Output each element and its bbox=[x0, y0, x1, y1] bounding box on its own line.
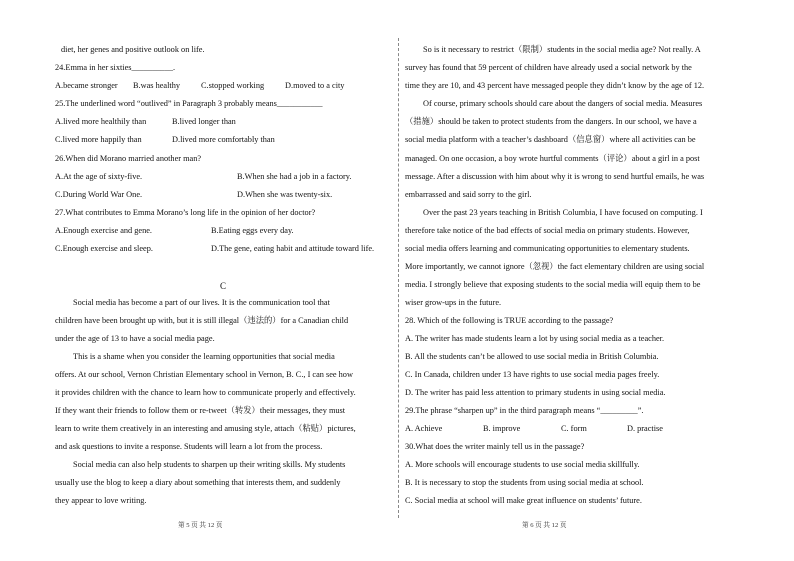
passage-line: message. After a discussion with him about why it is wrong to send hurtful emails, he was bbox=[405, 172, 705, 181]
option-a: A.became stronger bbox=[55, 81, 118, 90]
question-24: 24.Emma in her sixties__________. bbox=[55, 63, 176, 72]
passage-line: survey has found that 59 percent of children have already used a social network by the bbox=[405, 63, 692, 72]
option-b: B. improve bbox=[483, 424, 521, 433]
option-c: C. In Canada, children under 13 have rights to use social media pages freely. bbox=[405, 370, 660, 379]
passage-line: Social media can also help students to sharpen up their writing skills. My students bbox=[73, 460, 346, 469]
passage-line: This is a shame when you consider the learning opportunities that social media bbox=[73, 352, 335, 361]
option-b: B.When she had a job in a factory. bbox=[237, 172, 352, 181]
passage-line: If they want their friends to follow them or re-tweet（转发）their messages, they must bbox=[55, 406, 346, 415]
passage-line: offers. At our school, Vernon Christian Elementary school in Vernon, B. C., I can see how bbox=[55, 370, 353, 379]
option-b: B. All the students can’t be allowed to use social media in British Columbia. bbox=[405, 352, 659, 361]
page-number: 第 6 页 共 12 页 bbox=[522, 522, 567, 529]
option-c: C. form bbox=[561, 424, 587, 433]
passage-line: Social media has become a part of our lives. It is the communication tool that bbox=[73, 298, 330, 307]
option-c: C.During World War One. bbox=[55, 190, 143, 199]
question-28: 28. Which of the following is TRUE according to the passage? bbox=[405, 316, 614, 325]
passage-line: learn to write them creatively in an interesting and amusing style, attach（粘贴）pictures, bbox=[55, 424, 356, 433]
option-a: A.lived more healthily than bbox=[55, 117, 147, 126]
option-d: D.lived more comfortably than bbox=[172, 135, 275, 144]
passage-line: embarrassed and said sorry to the girl. bbox=[405, 190, 532, 199]
page-number: 第 5 页 共 12 页 bbox=[178, 522, 223, 529]
question-30: 30.What does the writer mainly tell us in the passage? bbox=[405, 442, 585, 451]
option-d: D.When she was twenty-six. bbox=[237, 190, 333, 199]
passage-line: usually use the blog to keep a diary about something that interests them, and suddenly bbox=[55, 478, 341, 487]
option-c: C. Social media at school will make great influence on students’ future. bbox=[405, 496, 642, 505]
passage-line: they appear to love writing. bbox=[55, 496, 147, 505]
option-a: A.At the age of sixty-five. bbox=[55, 172, 143, 181]
option-b: B. It is necessary to stop the students from using social media at school. bbox=[405, 478, 644, 487]
passage-line: and ask questions to invite a response. Students will learn a lot from the process. bbox=[55, 442, 323, 451]
option-c: C.Enough exercise and sleep. bbox=[55, 244, 153, 253]
option-b: B.lived longer than bbox=[172, 117, 236, 126]
passage-line: under the age of 13 to have a social media page. bbox=[55, 334, 215, 343]
question-26: 26.When did Morano married another man? bbox=[55, 154, 202, 163]
option-d: D. practise bbox=[627, 424, 663, 433]
option-d: D. The writer has paid less attention to primary students in using social media. bbox=[405, 388, 666, 397]
option-a: A. The writer has made students learn a lot by using social media as a teacher. bbox=[405, 334, 665, 343]
passage-line: Of course, primary schools should care about the dangers of social media. Measures bbox=[423, 99, 703, 108]
option-b: B.Eating eggs every day. bbox=[211, 226, 294, 235]
section-heading: C bbox=[220, 281, 227, 291]
option-a: A.Enough exercise and gene. bbox=[55, 226, 152, 235]
passage-line: children have been brought up with, but it is still illegal（违法的）for a Canadian child bbox=[55, 316, 349, 325]
text-line: diet, her genes and positive outlook on life. bbox=[61, 45, 205, 54]
passage-line: it provides children with the chance to learn how to communicate properly and effectively. bbox=[55, 388, 356, 397]
column-divider bbox=[398, 38, 399, 518]
option-a: A. More schools will encourage students to use social media skillfully. bbox=[405, 460, 640, 469]
question-25: 25.The underlined word “outlived” in Paragraph 3 probably means___________ bbox=[55, 99, 323, 108]
passage-line: media. I strongly believe that exposing students to the social media will equip them to be bbox=[405, 280, 701, 289]
option-c: C.lived more happily than bbox=[55, 135, 142, 144]
passage-line: wiser grow-ups in the future. bbox=[405, 298, 502, 307]
question-27: 27.What contributes to Emma Morano’s long life in the opinion of her doctor? bbox=[55, 208, 316, 217]
option-a: A. Achieve bbox=[405, 424, 443, 433]
passage-line: therefore take notice of the bad effects of social media on primary students. However, bbox=[405, 226, 690, 235]
passage-line: （措施）should be taken to protect students from the dangers. In our school, we have a bbox=[405, 117, 697, 126]
question-29: 29.The phrase “sharpen up” in the third paragraph means “_________”. bbox=[405, 406, 644, 415]
passage-line: Over the past 23 years teaching in British Columbia, I have focused on computing. I bbox=[423, 208, 703, 217]
passage-line: So is it necessary to restrict（限制）students in the social media age? Not really. A bbox=[423, 45, 701, 54]
passage-line: social media offers learning and communicating opportunities to elementary students. bbox=[405, 244, 690, 253]
passage-line: More importantly, we cannot ignore（忽视）the fact elementary children are using social bbox=[405, 262, 705, 271]
option-b: B.was healthy bbox=[133, 81, 181, 90]
passage-line: time they are 10, and 43 percent have messaged people they didn’t know by the age of 12. bbox=[405, 81, 705, 90]
option-c: C.stopped working bbox=[201, 81, 265, 90]
option-d: D.The gene, eating habit and attitude toward life. bbox=[211, 244, 375, 253]
option-d: D.moved to a city bbox=[285, 81, 345, 90]
passage-line: social media platform with a teacher’s dashboard（信息窗）where all activities can be bbox=[405, 135, 696, 144]
passage-line: managed. On one occasion, a boy wrote hurtful comments（评论）about a girl in a post bbox=[405, 154, 700, 163]
